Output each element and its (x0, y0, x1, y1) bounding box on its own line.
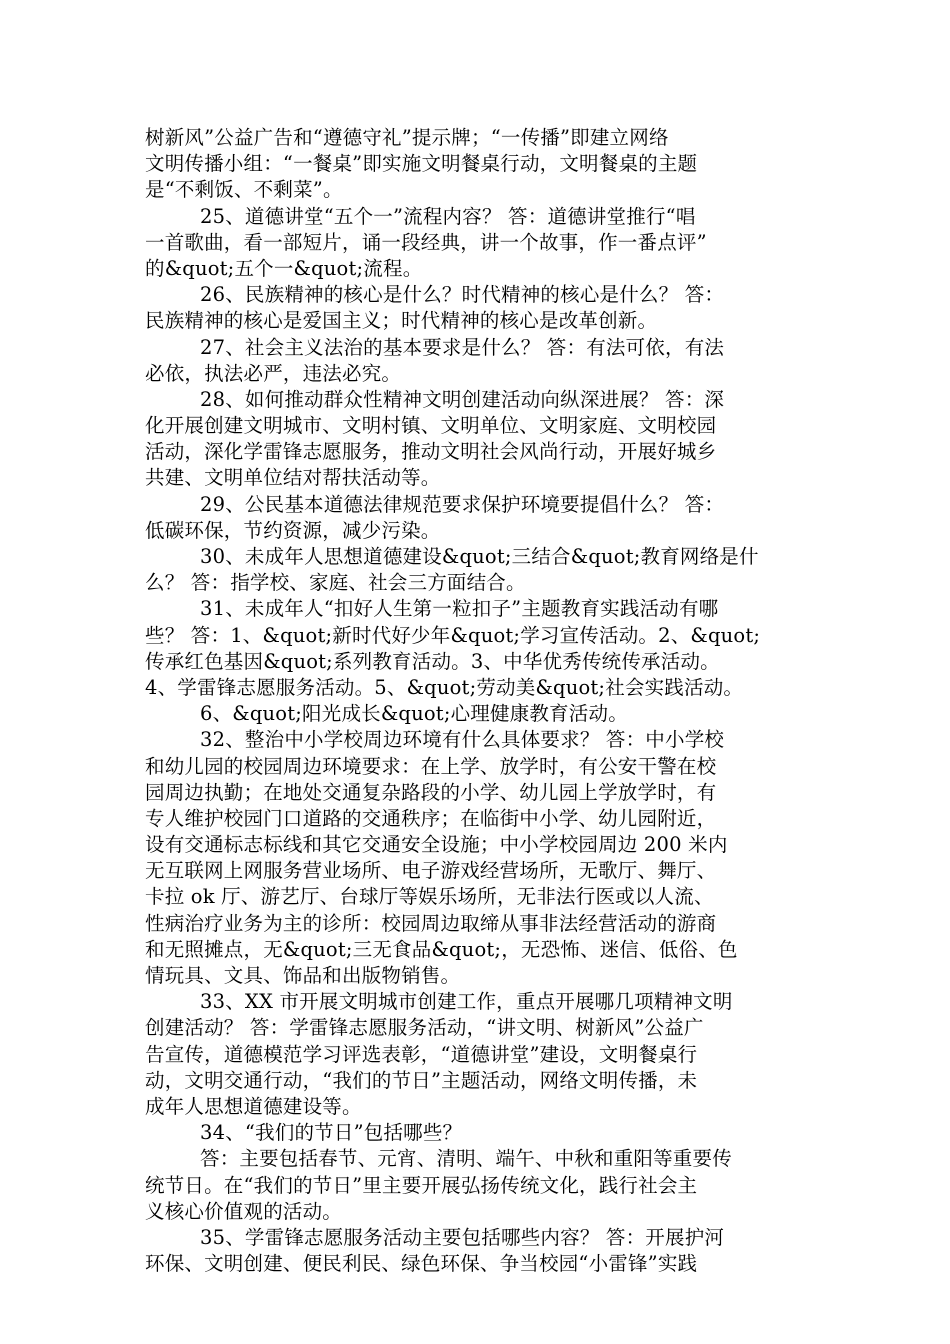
text-line: 答：主要包括春节、元宵、清明、端午、中秋和重阳等重要传 (200, 1147, 732, 1171)
text-line: 设有交通标志标线和其它交通安全设施；中小学校园周边 200 米内 (145, 833, 728, 857)
text-line: 一首歌曲，看一部短片，诵一段经典，讲一个故事，作一番点评” (145, 230, 707, 254)
text-line: 31、未成年人“扣好人生第一粒扣子”主题教育实践活动有哪 (200, 597, 719, 621)
text-line: 共建、文明单位结对帮扶活动等。 (145, 466, 441, 490)
text-line: 活动，深化学雷锋志愿服务，推动文明社会风尚行动，开展好城乡 (145, 440, 717, 464)
text-line: 和无照摊点，无&quot;三无食品&quot;，无恐怖、迷信、低俗、色 (145, 937, 738, 961)
text-line: 4、学雷锋志愿服务活动。5、&quot;劳动美&quot;社会实践活动。 (145, 675, 744, 699)
text-line: 化开展创建文明城市、文明村镇、文明单位、文明家庭、文明校园 (145, 414, 717, 438)
text-line: 专人维护校园门口道路的交通秩序；在临街中小学、幼儿园附近， (145, 806, 717, 830)
text-line: 传承红色基因&quot;系列教育活动。3、中华优秀传统传承活动。 (145, 649, 720, 673)
text-line: 29、公民基本道德法律规范要求保护环境要提倡什么？ 答： (200, 492, 725, 516)
text-line: 卡拉 ok 厅、游艺厅、台球厅等娱乐场所，无非法行医或以人流、 (145, 885, 714, 909)
text-line: 25、道德讲堂“五个一”流程内容？ 答：道德讲堂推行“唱 (200, 204, 696, 228)
text-line: 30、未成年人思想道德建设&quot;三结合&quot;教育网络是什 (200, 545, 759, 568)
text-line: 些？ 答：1、&quot;新时代好少年&quot;学习宣传活动。2、&quot; (145, 623, 761, 647)
text-line: 民族精神的核心是爱国主义；时代精神的核心是改革创新。 (145, 309, 658, 333)
text-line: 是“不剩饭、不剩菜”。 (145, 178, 343, 202)
text-line: 无互联网上网服务营业场所、电子游戏经营场所，无歌厅、舞厅、 (145, 859, 717, 883)
text-line: 和幼儿园的校园周边环境要求：在上学、放学时，有公安干警在校 (145, 754, 717, 778)
text-line: 环保、文明创建、便民利民、绿色环保、争当校园“小雷锋”实践 (145, 1252, 698, 1276)
text-line: 28、如何推动群众性精神文明创建活动向纵深进展？ 答：深 (200, 387, 725, 411)
text-line: 统节日。在“我们的节日”里主要开展弘扬传统文化，践行社会主 (145, 1173, 698, 1197)
text-line: 动，文明交通行动，“我们的节日”主题活动，网络文明传播，未 (145, 1068, 698, 1092)
text-line: 必依，执法必严，违法必究。 (145, 361, 402, 385)
text-line: 园周边执勤；在地处交通复杂路段的小学、幼儿园上学放学时，有 (145, 780, 717, 804)
text-line: 成年人思想道德建设等。 (145, 1094, 362, 1118)
text-line: 义核心价值观的活动。 (145, 1199, 343, 1223)
text-line: 么？ 答：指学校、家庭、社会三方面结合。 (145, 571, 526, 595)
text-line: 35、学雷锋志愿服务活动主要包括哪些内容？ 答：开展护河 (200, 1225, 725, 1249)
text-line: 34、“我们的节日”包括哪些？ (200, 1121, 463, 1145)
text-line: 27、社会主义法治的基本要求是什么？ 答：有法可依，有法 (200, 335, 725, 359)
text-line: 文明传播小组：“一餐桌”即实施文明餐桌行动，文明餐桌的主题 (145, 152, 698, 176)
text-line: 的&quot;五个一&quot;流程。 (145, 256, 423, 280)
text-line: 26、民族精神的核心是什么？时代精神的核心是什么？ 答： (200, 283, 725, 307)
text-line: 32、整治中小学校周边环境有什么具体要求？ 答：中小学校 (200, 728, 725, 752)
text-line: 33、XX 市开展文明城市创建工作，重点开展哪几项精神文明 (200, 990, 733, 1014)
text-line: 6、&quot;阳光成长&quot;心理健康教育活动。 (200, 702, 628, 726)
text-line: 告宣传，道德模范学习评选表彰，“道德讲堂”建设，文明餐桌行 (145, 1042, 698, 1066)
text-line: 低碳环保，节约资源，减少污染。 (145, 518, 441, 542)
text-line: 创建活动？ 答：学雷锋志愿服务活动，“讲文明、树新风”公益广 (145, 1016, 704, 1040)
text-line: 树新风”公益广告和“遵德守礼”提示牌；“一传播”即建立网络 (145, 126, 669, 149)
text-line: 情玩具、文具、饰品和出版物销售。 (145, 964, 461, 987)
document-page (145, 125, 810, 1277)
text-line: 性病治疗业务为主的诊所：校园周边取缔从事非法经营活动的游商 (145, 911, 717, 935)
